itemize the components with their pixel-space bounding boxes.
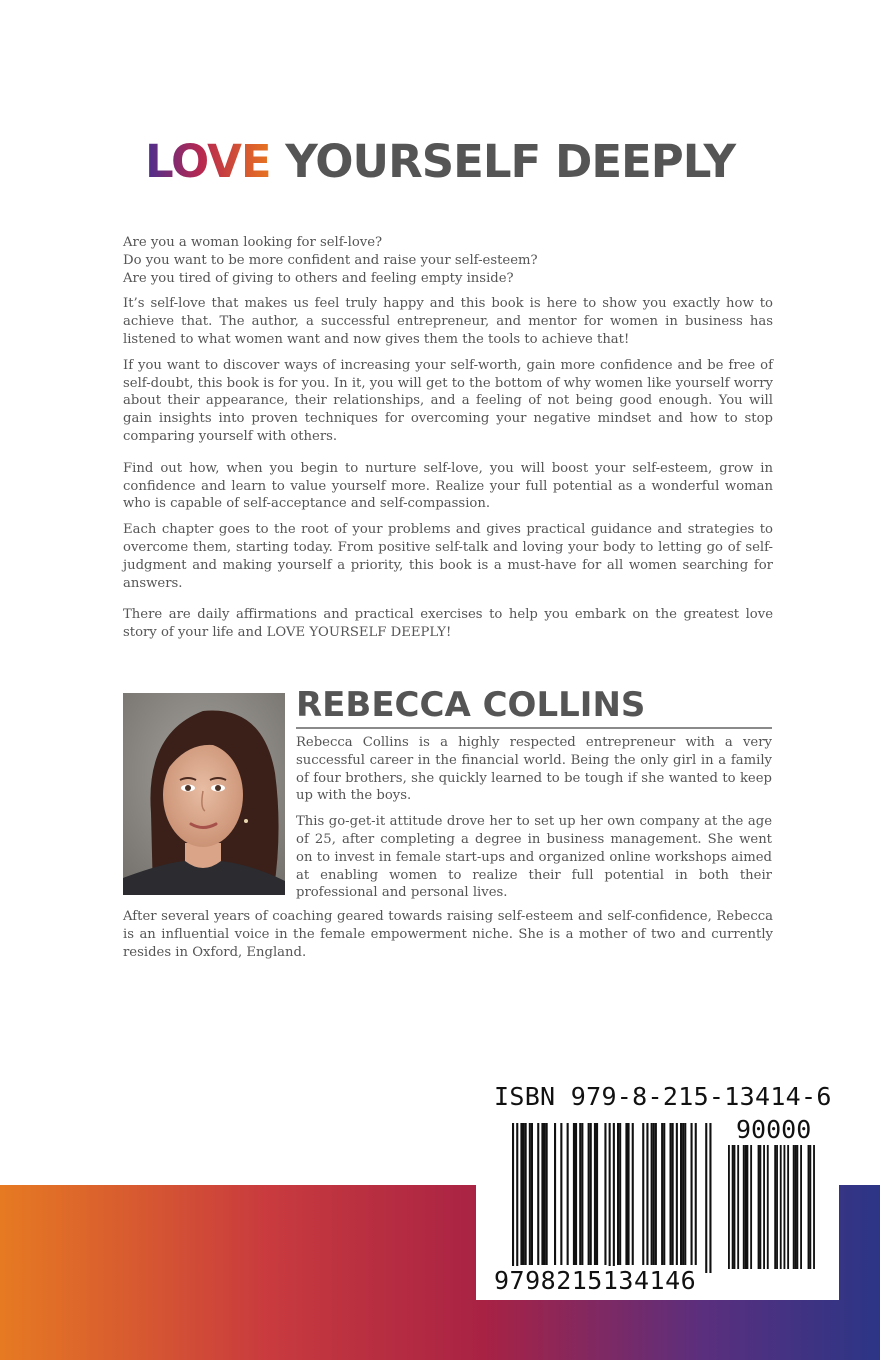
barcode-bar xyxy=(588,1123,590,1265)
title-highlight: LOVE xyxy=(144,135,271,188)
book-title xyxy=(0,134,880,190)
barcode-bar xyxy=(780,1145,782,1269)
barcode-bar xyxy=(745,1145,747,1269)
barcode-bar xyxy=(642,1123,644,1265)
barcode-bar xyxy=(784,1145,786,1269)
barcode-bar xyxy=(646,1123,648,1265)
barcode-bar xyxy=(709,1123,711,1273)
blurb-paragraph: It’s self-love that makes us feel truly happy and this book is here to show you exactly how to achieve that. The author, a successful entrepreneur, and mentor for women in business has listened to what women want and now gives them the tools to achieve that! xyxy=(123,296,773,347)
barcode-bar xyxy=(541,1123,543,1265)
barcode-bar xyxy=(767,1145,769,1269)
isbn-label: ISBN 979-8-215-13414-6 xyxy=(494,1082,832,1111)
barcode-bar xyxy=(560,1123,562,1265)
barcode-bar xyxy=(573,1123,575,1265)
barcode-bar xyxy=(516,1123,518,1273)
barcode-bar xyxy=(705,1123,707,1273)
ean-digits: 9798215134146 xyxy=(494,1266,697,1295)
barcode-bar xyxy=(737,1145,739,1269)
barcode-bar xyxy=(594,1123,596,1265)
barcode-bar xyxy=(682,1123,684,1265)
author-bio-paragraph: This go-get-it attitude drove her to set up her own company at the age of 25, after completing a degree in business management. She went on to invest in female start-ups and organized online workshops aimed at enabling women to realize their full potential in both their professional and personal lives. xyxy=(296,814,772,901)
barcode-bar xyxy=(529,1123,531,1265)
author-bio-lower xyxy=(123,908,773,961)
barcode-bar xyxy=(544,1123,546,1265)
barcode-bar xyxy=(554,1123,556,1265)
barcode-bar xyxy=(809,1145,811,1269)
barcode-bar xyxy=(531,1123,533,1265)
barcode-bar xyxy=(523,1123,525,1265)
barcode-bar xyxy=(763,1145,765,1269)
author-portrait-image xyxy=(123,693,285,895)
barcode-bar xyxy=(728,1145,730,1269)
barcode-bar xyxy=(567,1123,569,1265)
blurb-question: Are you tired of giving to others and feeling empty inside? xyxy=(123,270,514,286)
barcode-bar xyxy=(787,1145,789,1269)
barcode-bar xyxy=(759,1145,761,1269)
author-name: REBECCA COLLINS xyxy=(296,685,646,725)
barcode-bar xyxy=(750,1145,752,1269)
barcode-bar xyxy=(795,1145,797,1269)
barcode-bar xyxy=(661,1123,663,1265)
barcode-bar xyxy=(590,1123,592,1265)
barcode-bar xyxy=(613,1123,615,1273)
blurb-paragraph: If you want to discover ways of increasing your self-worth, gain more confidence and be free of self-doubt, this book is for you. In it, you will get to the bottom of why women like yourself worry about their appearance, their relationships, and a feeling of not being good enough. You will gain insights into proven techniques for overcoming your negative mindset and how to stop comparing yourself with others. xyxy=(123,357,773,444)
blurb-question: Are you a woman looking for self-love? xyxy=(123,235,383,250)
barcode-bar xyxy=(676,1123,678,1265)
barcode-bar xyxy=(734,1145,736,1269)
barcode-bar xyxy=(732,1145,734,1269)
barcode-bar xyxy=(651,1123,653,1265)
barcode-bar xyxy=(525,1123,527,1265)
barcode-bar xyxy=(520,1123,522,1265)
barcode-bar xyxy=(512,1123,514,1273)
barcode-bar xyxy=(813,1145,815,1269)
barcode-bar xyxy=(546,1123,548,1265)
barcode-bar xyxy=(670,1123,672,1265)
barcode-bar xyxy=(800,1145,802,1269)
barcode-bar xyxy=(684,1123,686,1265)
barcode-bar xyxy=(655,1123,657,1265)
blurb-paragraph: There are daily affirmations and practical exercises to help you embark on the greatest love story of your life and LOVE YOURSELF DEEPLY! xyxy=(123,607,773,641)
barcode-bar xyxy=(609,1123,611,1273)
barcode-bar xyxy=(617,1123,619,1265)
barcode-bar xyxy=(632,1123,634,1265)
barcode-bar xyxy=(653,1123,655,1265)
barcode-bar xyxy=(743,1145,745,1269)
author-bio-paragraph: After several years of coaching geared towards raising self-esteem and self-confidence, Rebecca is an influential voice in the female empowerment niche. She is a mother of two and currently resides in Oxford, England. xyxy=(123,909,773,960)
author-photo xyxy=(123,693,285,895)
barcode-bar xyxy=(776,1145,778,1269)
barcode-bar xyxy=(680,1123,682,1265)
barcode-bar xyxy=(575,1123,577,1265)
blurb-question: Do you want to be more confident and raise your self-esteem? xyxy=(123,252,538,268)
author-bio-paragraph: Rebecca Collins is a highly respected entrepreneur with a very successful career in the financial world. Being the only girl in a family of four brothers, she quickly learned to be tough if she wanted to keep up with the boys. xyxy=(296,735,772,804)
author-bio-upper xyxy=(296,734,772,910)
barcode-bar xyxy=(596,1123,598,1265)
barcode-bar xyxy=(808,1145,810,1269)
barcode-bar xyxy=(774,1145,776,1269)
barcode-bar xyxy=(579,1123,581,1265)
barcode-bar xyxy=(691,1123,693,1265)
title-rest: YOURSELF DEEPLY xyxy=(270,135,736,188)
price-code: 90000 xyxy=(736,1115,812,1144)
barcode-bar xyxy=(663,1123,665,1265)
blurb-paragraph: Find out how, when you begin to nurture self-love, you will boost your self-esteem, grow in confidence and learn to value yourself more. Realize your full potential as a wonderful woman who is capable of self-acceptance and self-compassion. xyxy=(123,460,773,512)
barcode-bar xyxy=(793,1145,795,1269)
barcode-bar xyxy=(625,1123,627,1265)
barcode-bar xyxy=(747,1145,749,1269)
barcode-bar xyxy=(628,1123,630,1265)
barcode-bar xyxy=(796,1145,798,1269)
blurb-questions xyxy=(123,234,773,287)
barcode-bar xyxy=(537,1123,539,1265)
blurb-paragraph: Each chapter goes to the root of your problems and gives practical guidance and strategies to overcome them, starting today. From positive self-talk and loving your body to letting go of self-judgment and making yourself a priority, this book is a must-have for all women searching for answers. xyxy=(123,522,773,591)
barcode-bar xyxy=(695,1123,697,1265)
barcode-bar xyxy=(758,1145,760,1269)
author-divider xyxy=(296,727,772,729)
back-cover-blurb xyxy=(123,234,773,650)
barcode-bar xyxy=(581,1123,583,1265)
barcode-bar xyxy=(604,1123,606,1265)
barcode-bar xyxy=(619,1123,621,1265)
barcode-bar xyxy=(672,1123,674,1265)
